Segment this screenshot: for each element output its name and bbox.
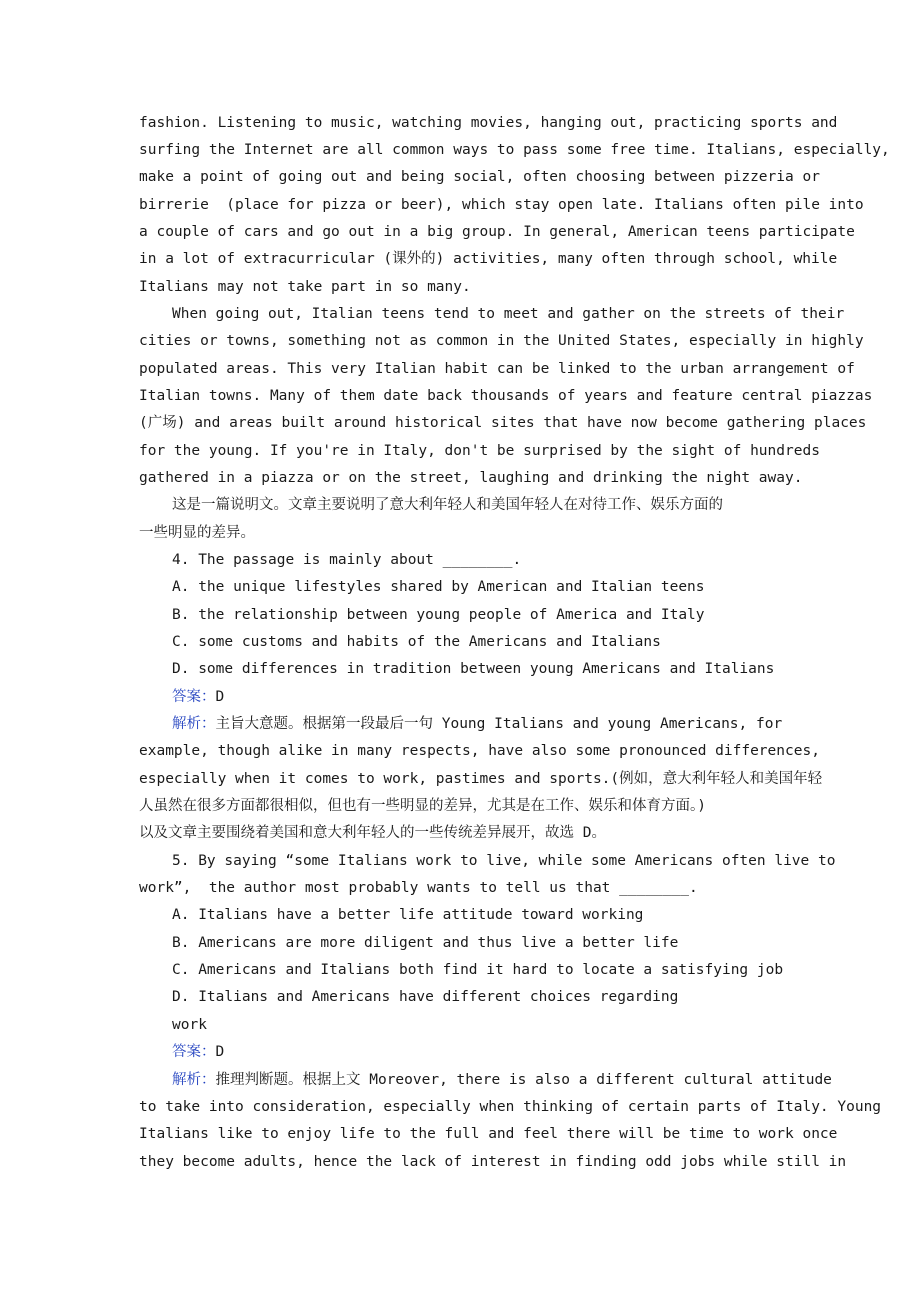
answer-value: D	[215, 689, 225, 705]
q5-analysis-line: they become adults, hence the lack of interest in finding odd jobs while still in	[139, 1154, 847, 1170]
q5-analysis	[172, 1070, 832, 1090]
passage-line: When going out, Italian teens tend to meet and gather on the streets of their	[172, 306, 845, 322]
q4-option-d: D. some differences in tradition between young Americans and Italians	[172, 661, 775, 677]
answer-value: D	[215, 1044, 225, 1060]
analysis-label: 解析：	[172, 1072, 216, 1088]
answer-label: 答案：	[172, 689, 216, 705]
q4-analysis-line: 人虽然在很多方面都很相似，但也有一些明显的差异，尤其是在工作、娱乐和体育方面。)	[139, 798, 706, 814]
passage-line: surfing the Internet are all common ways to pass some free time. Italians, especially,	[139, 142, 890, 158]
passage-line: in a lot of extracurricular (课外的) activities, many often through school, while	[139, 251, 838, 267]
passage-line: birrerie (place for pizza or beer), which stay open late. Italians often pile into	[139, 197, 864, 213]
q4-analysis-line: 以及文章主要围绕着美国和意大利年轻人的一些传统差异展开，故选 D。	[139, 825, 606, 841]
passage-line: for the young. If you're in Italy, don't be surprised by the sight of hundreds	[139, 443, 820, 459]
q4-analysis-line: example, though alike in many respects, have also some pronounced differences,	[139, 743, 820, 759]
analysis-label: 解析：	[172, 716, 216, 732]
analysis-text: 主旨大意题。根据第一段最后一句 Young Italians and young Americans, for	[215, 716, 783, 732]
passage-line: cities or towns, something not as common in the United States, especially in highly	[139, 333, 864, 349]
passage-line: make a point of going out and being social, often choosing between pizzeria or	[139, 169, 820, 185]
passage-line: (广场) and areas built around historical sites that have now become gathering places	[139, 415, 867, 431]
q5-option-a: A. Italians have a better life attitude toward working	[172, 907, 644, 923]
q4-analysis	[172, 714, 782, 734]
q4-option-c: C. some customs and habits of the Americans and Italians	[172, 634, 661, 650]
summary-line: 一些明显的差异。	[139, 525, 255, 541]
q5-option-d-cont: work	[172, 1017, 207, 1033]
q4-option-a: A. the unique lifestyles shared by American and Italian teens	[172, 579, 705, 595]
q5-question: work”, the author most probably wants to tell us that ________.	[139, 880, 698, 896]
q4-question: 4. The passage is mainly about ________.	[172, 552, 522, 568]
q5-answer	[172, 1042, 224, 1062]
passage-line: gathered in a piazza or on the street, laughing and drinking the night away.	[139, 470, 803, 486]
answer-label: 答案：	[172, 1044, 216, 1060]
q5-analysis-line: to take into consideration, especially when thinking of certain parts of Italy. Young	[139, 1099, 882, 1115]
q4-option-b: B. the relationship between young people of America and Italy	[172, 607, 705, 623]
q4-analysis-line: especially when it comes to work, pastimes and sports.(例如，意大利年轻人和美国年轻	[139, 771, 823, 787]
q5-option-b: B. Americans are more diligent and thus live a better life	[172, 935, 679, 951]
q5-option-c: C. Americans and Italians both find it hard to locate a satisfying job	[172, 962, 784, 978]
q5-option-d: D. Italians and Americans have different choices regarding	[172, 989, 679, 1005]
passage-line: Italians may not take part in so many.	[139, 279, 471, 295]
q5-question: 5. By saying “some Italians work to live, while some Americans often live to	[172, 853, 836, 869]
q4-answer	[172, 687, 224, 707]
passage-line: fashion. Listening to music, watching movies, hanging out, practicing sports and	[139, 115, 838, 131]
summary-line: 这是一篇说明文。文章主要说明了意大利年轻人和美国年轻人在对待工作、娱乐方面的	[172, 497, 723, 513]
passage-line: Italian towns. Many of them date back thousands of years and feature central piazzas	[139, 388, 873, 404]
analysis-text: 推理判断题。根据上文 Moreover, there is also a different cultural attitude	[215, 1072, 832, 1088]
q5-analysis-line: Italians like to enjoy life to the full and feel there will be time to work once	[139, 1126, 838, 1142]
passage-line: a couple of cars and go out in a big group. In general, American teens participate	[139, 224, 855, 240]
passage-line: populated areas. This very Italian habit can be linked to the urban arrangement of	[139, 361, 855, 377]
